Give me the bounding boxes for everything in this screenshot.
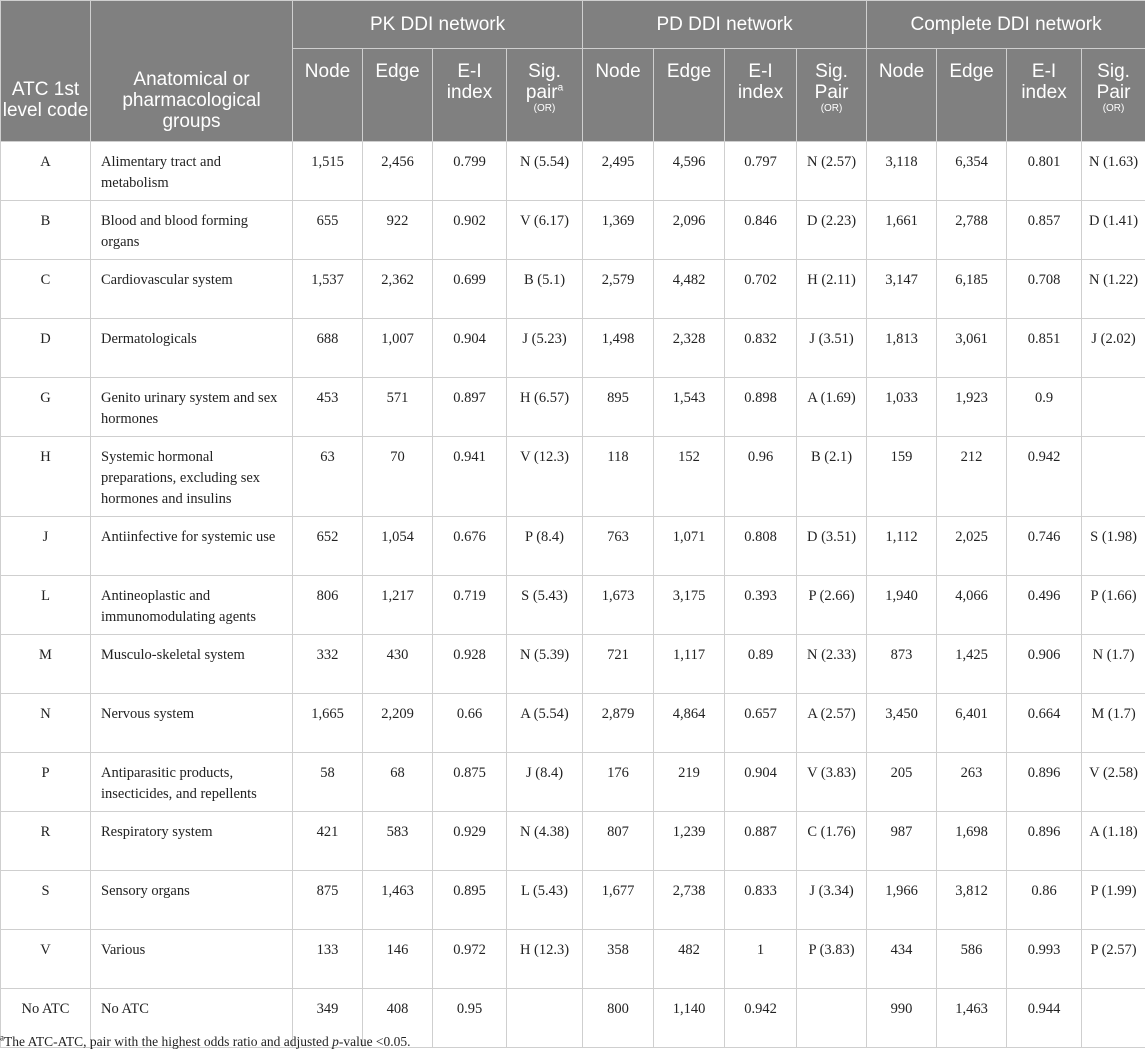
pd-node-cell: 895 xyxy=(583,378,654,437)
complete-edge-cell: 4,066 xyxy=(937,576,1007,635)
pd-node-cell: 2,879 xyxy=(583,694,654,753)
pk-sig-pair-cell: N (5.39) xyxy=(507,635,583,694)
atc-code-cell: S xyxy=(1,871,91,930)
pk-edge-cell: 430 xyxy=(363,635,433,694)
table-footnote xyxy=(0,1034,411,1050)
complete-ei-index-cell: 0.896 xyxy=(1007,812,1082,871)
pk-node-cell: 421 xyxy=(293,812,363,871)
pd-ei-index-cell: 0.89 xyxy=(725,635,797,694)
pk-node-cell: 349 xyxy=(293,989,363,1048)
footnote-text-after: -value <0.05. xyxy=(338,1034,411,1049)
pk-node-cell: 58 xyxy=(293,753,363,812)
pk-sig-pair-cell: N (5.54) xyxy=(507,142,583,201)
atc-code-cell: R xyxy=(1,812,91,871)
complete-ei-index-cell: 0.664 xyxy=(1007,694,1082,753)
pd-node-cell: 176 xyxy=(583,753,654,812)
pd-node-cell: 1,498 xyxy=(583,319,654,378)
pd-node-cell: 800 xyxy=(583,989,654,1048)
header-pd-network: PD DDI network xyxy=(583,1,867,49)
pk-sig-pair-cell: N (4.38) xyxy=(507,812,583,871)
pk-ei-index-cell: 0.799 xyxy=(433,142,507,201)
pk-node-cell: 1,665 xyxy=(293,694,363,753)
header-pd-node: Node xyxy=(583,49,654,142)
group-name-cell: Musculo-skeletal system xyxy=(91,635,293,694)
table-row xyxy=(1,260,1145,319)
complete-sig-pair-cell: M (1.7) xyxy=(1082,694,1145,753)
pk-ei-index-cell: 0.897 xyxy=(433,378,507,437)
header-pk-ei-index: E-I index xyxy=(433,49,507,142)
atc-code-cell: M xyxy=(1,635,91,694)
pd-ei-index-cell: 0.904 xyxy=(725,753,797,812)
complete-node-cell: 1,033 xyxy=(867,378,937,437)
header-anatomical-group: Anatomical or pharmacological groups xyxy=(91,1,293,142)
pk-sig-pair-cell: P (8.4) xyxy=(507,517,583,576)
pd-node-cell: 2,579 xyxy=(583,260,654,319)
complete-ei-index-cell: 0.708 xyxy=(1007,260,1082,319)
pk-edge-cell: 1,463 xyxy=(363,871,433,930)
table-row xyxy=(1,378,1145,437)
group-name-cell: Respiratory system xyxy=(91,812,293,871)
complete-edge-cell: 6,401 xyxy=(937,694,1007,753)
table-row xyxy=(1,319,1145,378)
pk-sig-pair-cell: H (6.57) xyxy=(507,378,583,437)
pk-edge-cell: 146 xyxy=(363,930,433,989)
pk-node-cell: 1,537 xyxy=(293,260,363,319)
table-row xyxy=(1,694,1145,753)
atc-code-cell: N xyxy=(1,694,91,753)
pd-ei-index-cell: 0.808 xyxy=(725,517,797,576)
complete-sig-pair-cell: P (2.57) xyxy=(1082,930,1145,989)
complete-sig-pair-cell: N (1.22) xyxy=(1082,260,1145,319)
header-pk-node: Node xyxy=(293,49,363,142)
pd-node-cell: 763 xyxy=(583,517,654,576)
header-pd-ei-index: E-I index xyxy=(725,49,797,142)
atc-code-cell: B xyxy=(1,201,91,260)
pk-sig-pair-cell: V (12.3) xyxy=(507,437,583,517)
pk-sig-pair-cell xyxy=(507,989,583,1048)
complete-ei-index-cell: 0.942 xyxy=(1007,437,1082,517)
pk-ei-index-cell: 0.699 xyxy=(433,260,507,319)
pd-sig-pair-cell: A (2.57) xyxy=(797,694,867,753)
atc-code-cell: G xyxy=(1,378,91,437)
pd-sig-pair-cell: J (3.51) xyxy=(797,319,867,378)
pk-node-cell: 655 xyxy=(293,201,363,260)
pd-edge-cell: 1,543 xyxy=(654,378,725,437)
complete-node-cell: 3,118 xyxy=(867,142,937,201)
complete-node-cell: 987 xyxy=(867,812,937,871)
complete-sig-pair-cell: N (1.63) xyxy=(1082,142,1145,201)
complete-ei-index-cell: 0.906 xyxy=(1007,635,1082,694)
group-name-cell: Sensory organs xyxy=(91,871,293,930)
pk-sig-pair-cell: B (5.1) xyxy=(507,260,583,319)
table-header xyxy=(1,1,1145,142)
table-row xyxy=(1,517,1145,576)
pk-ei-index-cell: 0.875 xyxy=(433,753,507,812)
complete-node-cell: 1,813 xyxy=(867,319,937,378)
complete-ei-index-cell: 0.801 xyxy=(1007,142,1082,201)
pk-ei-index-cell: 0.719 xyxy=(433,576,507,635)
pd-edge-cell: 3,175 xyxy=(654,576,725,635)
complete-edge-cell: 3,812 xyxy=(937,871,1007,930)
group-name-cell: Nervous system xyxy=(91,694,293,753)
pk-edge-cell: 408 xyxy=(363,989,433,1048)
pd-edge-cell: 1,239 xyxy=(654,812,725,871)
header-pk-network: PK DDI network xyxy=(293,1,583,49)
complete-node-cell: 205 xyxy=(867,753,937,812)
pk-sig-pair-cell: V (6.17) xyxy=(507,201,583,260)
complete-node-cell: 159 xyxy=(867,437,937,517)
complete-sig-pair-cell: P (1.66) xyxy=(1082,576,1145,635)
pd-edge-cell: 4,482 xyxy=(654,260,725,319)
pd-ei-index-cell: 0.96 xyxy=(725,437,797,517)
pk-ei-index-cell: 0.66 xyxy=(433,694,507,753)
pk-sig-pair-cell: S (5.43) xyxy=(507,576,583,635)
pk-edge-cell: 1,217 xyxy=(363,576,433,635)
pd-ei-index-cell: 0.887 xyxy=(725,812,797,871)
complete-node-cell: 1,940 xyxy=(867,576,937,635)
complete-edge-cell: 1,923 xyxy=(937,378,1007,437)
header-pd-sig-pair xyxy=(797,49,867,142)
atc-code-cell: V xyxy=(1,930,91,989)
group-name-cell: Various xyxy=(91,930,293,989)
pk-ei-index-cell: 0.972 xyxy=(433,930,507,989)
complete-edge-cell: 1,698 xyxy=(937,812,1007,871)
complete-ei-index-cell: 0.896 xyxy=(1007,753,1082,812)
atc-code-cell: P xyxy=(1,753,91,812)
complete-node-cell: 3,450 xyxy=(867,694,937,753)
pd-ei-index-cell: 0.797 xyxy=(725,142,797,201)
pd-edge-cell: 4,864 xyxy=(654,694,725,753)
group-name-cell: Dermatologicals xyxy=(91,319,293,378)
pd-edge-cell: 1,117 xyxy=(654,635,725,694)
complete-edge-cell: 3,061 xyxy=(937,319,1007,378)
pk-ei-index-cell: 0.895 xyxy=(433,871,507,930)
pd-edge-cell: 1,140 xyxy=(654,989,725,1048)
sig-pair-label: Sig. Pair xyxy=(1096,61,1131,103)
table-row xyxy=(1,930,1145,989)
complete-sig-pair-cell: V (2.58) xyxy=(1082,753,1145,812)
pd-ei-index-cell: 0.942 xyxy=(725,989,797,1048)
group-name-cell: Genito urinary system and sex hormones xyxy=(91,378,293,437)
pk-edge-cell: 583 xyxy=(363,812,433,871)
table-row xyxy=(1,142,1145,201)
pk-node-cell: 806 xyxy=(293,576,363,635)
group-name-cell: Systemic hormonal preparations, excluding sex hormones and insulins xyxy=(91,437,293,517)
pk-ei-index-cell: 0.941 xyxy=(433,437,507,517)
table-row xyxy=(1,753,1145,812)
pd-node-cell: 2,495 xyxy=(583,142,654,201)
complete-edge-cell: 2,788 xyxy=(937,201,1007,260)
pk-ei-index-cell: 0.676 xyxy=(433,517,507,576)
complete-ei-index-cell: 0.496 xyxy=(1007,576,1082,635)
sig-pair-label: Sig. pair xyxy=(525,61,561,103)
header-complete-sig-pair xyxy=(1082,49,1145,142)
pd-sig-pair-cell: D (3.51) xyxy=(797,517,867,576)
pd-ei-index-cell: 0.832 xyxy=(725,319,797,378)
complete-node-cell: 1,112 xyxy=(867,517,937,576)
pk-node-cell: 688 xyxy=(293,319,363,378)
table-row xyxy=(1,812,1145,871)
pd-edge-cell: 482 xyxy=(654,930,725,989)
complete-sig-pair-cell: D (1.41) xyxy=(1082,201,1145,260)
group-name-cell: Antiinfective for systemic use xyxy=(91,517,293,576)
pd-sig-pair-cell: V (3.83) xyxy=(797,753,867,812)
table-row xyxy=(1,576,1145,635)
pd-sig-pair-cell: D (2.23) xyxy=(797,201,867,260)
pd-sig-pair-cell: J (3.34) xyxy=(797,871,867,930)
group-name-cell: Blood and blood forming organs xyxy=(91,201,293,260)
pk-edge-cell: 922 xyxy=(363,201,433,260)
pd-node-cell: 358 xyxy=(583,930,654,989)
pd-node-cell: 807 xyxy=(583,812,654,871)
pd-sig-pair-cell: N (2.33) xyxy=(797,635,867,694)
complete-edge-cell: 263 xyxy=(937,753,1007,812)
pd-edge-cell: 1,071 xyxy=(654,517,725,576)
complete-ei-index-cell: 0.857 xyxy=(1007,201,1082,260)
pd-ei-index-cell: 0.898 xyxy=(725,378,797,437)
header-pk-sig-pair xyxy=(507,49,583,142)
pd-ei-index-cell: 0.657 xyxy=(725,694,797,753)
pd-edge-cell: 4,596 xyxy=(654,142,725,201)
table-row xyxy=(1,871,1145,930)
atc-code-cell: C xyxy=(1,260,91,319)
table-row xyxy=(1,201,1145,260)
pd-sig-pair-cell: C (1.76) xyxy=(797,812,867,871)
pd-sig-pair-cell: H (2.11) xyxy=(797,260,867,319)
pk-node-cell: 875 xyxy=(293,871,363,930)
group-name-cell: No ATC xyxy=(91,989,293,1048)
pd-edge-cell: 2,328 xyxy=(654,319,725,378)
complete-edge-cell: 586 xyxy=(937,930,1007,989)
pk-ei-index-cell: 0.929 xyxy=(433,812,507,871)
pd-node-cell: 1,677 xyxy=(583,871,654,930)
complete-sig-pair-cell: J (2.02) xyxy=(1082,319,1145,378)
footnote-marker: a xyxy=(0,1032,4,1043)
complete-ei-index-cell: 0.851 xyxy=(1007,319,1082,378)
pk-sig-pair-cell: H (12.3) xyxy=(507,930,583,989)
or-label: (OR) xyxy=(820,103,843,114)
atc-code-cell: A xyxy=(1,142,91,201)
complete-sig-pair-cell: A (1.18) xyxy=(1082,812,1145,871)
header-pd-edge: Edge xyxy=(654,49,725,142)
table-row xyxy=(1,437,1145,517)
footnote-italic-p: p xyxy=(332,1034,339,1049)
pk-edge-cell: 2,362 xyxy=(363,260,433,319)
or-label: (OR) xyxy=(1102,103,1125,114)
pd-sig-pair-cell xyxy=(797,989,867,1048)
pk-sig-pair-cell: J (8.4) xyxy=(507,753,583,812)
complete-sig-pair-cell: N (1.7) xyxy=(1082,635,1145,694)
table-body xyxy=(1,142,1145,1048)
complete-ei-index-cell: 0.86 xyxy=(1007,871,1082,930)
pk-ei-index-cell: 0.902 xyxy=(433,201,507,260)
complete-node-cell: 434 xyxy=(867,930,937,989)
pk-node-cell: 652 xyxy=(293,517,363,576)
group-name-cell: Alimentary tract and metabolism xyxy=(91,142,293,201)
complete-node-cell: 990 xyxy=(867,989,937,1048)
pk-ei-index-cell: 0.95 xyxy=(433,989,507,1048)
header-atc-code: ATC 1st level code xyxy=(1,1,91,142)
group-name-cell: Antiparasitic products, insecticides, and repellents xyxy=(91,753,293,812)
atc-code-cell: L xyxy=(1,576,91,635)
pk-node-cell: 332 xyxy=(293,635,363,694)
complete-node-cell: 1,966 xyxy=(867,871,937,930)
pd-ei-index-cell: 0.833 xyxy=(725,871,797,930)
pd-edge-cell: 219 xyxy=(654,753,725,812)
pk-node-cell: 1,515 xyxy=(293,142,363,201)
pk-sig-pair-cell: A (5.54) xyxy=(507,694,583,753)
pk-node-cell: 453 xyxy=(293,378,363,437)
pd-ei-index-cell: 0.702 xyxy=(725,260,797,319)
complete-ei-index-cell: 0.993 xyxy=(1007,930,1082,989)
complete-edge-cell: 2,025 xyxy=(937,517,1007,576)
header-pk-edge: Edge xyxy=(363,49,433,142)
pk-edge-cell: 1,007 xyxy=(363,319,433,378)
pd-sig-pair-cell: A (1.69) xyxy=(797,378,867,437)
header-complete-edge: Edge xyxy=(937,49,1007,142)
complete-ei-index-cell: 0.9 xyxy=(1007,378,1082,437)
pk-ei-index-cell: 0.904 xyxy=(433,319,507,378)
group-name-cell: Cardiovascular system xyxy=(91,260,293,319)
pk-sig-pair-cell: L (5.43) xyxy=(507,871,583,930)
footnote-text-before: The ATC-ATC, pair with the highest odds ratio and adjusted xyxy=(4,1034,333,1049)
atc-code-cell: No ATC xyxy=(1,989,91,1048)
complete-sig-pair-cell: P (1.99) xyxy=(1082,871,1145,930)
pk-edge-cell: 2,456 xyxy=(363,142,433,201)
footnote-marker: a xyxy=(557,82,564,94)
complete-ei-index-cell: 0.746 xyxy=(1007,517,1082,576)
or-label: (OR) xyxy=(533,103,556,114)
complete-sig-pair-cell xyxy=(1082,437,1145,517)
group-name-cell: Antineoplastic and immunomodulating agents xyxy=(91,576,293,635)
pk-edge-cell: 2,209 xyxy=(363,694,433,753)
atc-code-cell: J xyxy=(1,517,91,576)
table-row xyxy=(1,635,1145,694)
pd-node-cell: 118 xyxy=(583,437,654,517)
header-complete-network: Complete DDI network xyxy=(867,1,1145,49)
pd-node-cell: 1,673 xyxy=(583,576,654,635)
complete-node-cell: 1,661 xyxy=(867,201,937,260)
pd-sig-pair-cell: B (2.1) xyxy=(797,437,867,517)
pk-node-cell: 133 xyxy=(293,930,363,989)
pd-ei-index-cell: 1 xyxy=(725,930,797,989)
complete-sig-pair-cell xyxy=(1082,989,1145,1048)
pd-ei-index-cell: 0.393 xyxy=(725,576,797,635)
pk-edge-cell: 68 xyxy=(363,753,433,812)
header-complete-ei-index: E-I index xyxy=(1007,49,1082,142)
complete-edge-cell: 212 xyxy=(937,437,1007,517)
complete-edge-cell: 1,463 xyxy=(937,989,1007,1048)
pd-sig-pair-cell: P (2.66) xyxy=(797,576,867,635)
complete-sig-pair-cell xyxy=(1082,378,1145,437)
pk-ei-index-cell: 0.928 xyxy=(433,635,507,694)
pk-sig-pair-cell: J (5.23) xyxy=(507,319,583,378)
complete-node-cell: 3,147 xyxy=(867,260,937,319)
header-complete-node: Node xyxy=(867,49,937,142)
pd-ei-index-cell: 0.846 xyxy=(725,201,797,260)
pd-edge-cell: 2,738 xyxy=(654,871,725,930)
pd-edge-cell: 152 xyxy=(654,437,725,517)
pk-node-cell: 63 xyxy=(293,437,363,517)
pd-node-cell: 1,369 xyxy=(583,201,654,260)
complete-node-cell: 873 xyxy=(867,635,937,694)
pk-edge-cell: 1,054 xyxy=(363,517,433,576)
complete-edge-cell: 6,185 xyxy=(937,260,1007,319)
pd-sig-pair-cell: N (2.57) xyxy=(797,142,867,201)
complete-ei-index-cell: 0.944 xyxy=(1007,989,1082,1048)
complete-edge-cell: 6,354 xyxy=(937,142,1007,201)
pk-edge-cell: 571 xyxy=(363,378,433,437)
pk-edge-cell: 70 xyxy=(363,437,433,517)
pd-sig-pair-cell: P (3.83) xyxy=(797,930,867,989)
pd-edge-cell: 2,096 xyxy=(654,201,725,260)
atc-code-cell: D xyxy=(1,319,91,378)
complete-edge-cell: 1,425 xyxy=(937,635,1007,694)
pd-node-cell: 721 xyxy=(583,635,654,694)
atc-code-cell: H xyxy=(1,437,91,517)
complete-sig-pair-cell: S (1.98) xyxy=(1082,517,1145,576)
sig-pair-label: Sig. Pair xyxy=(814,61,849,103)
